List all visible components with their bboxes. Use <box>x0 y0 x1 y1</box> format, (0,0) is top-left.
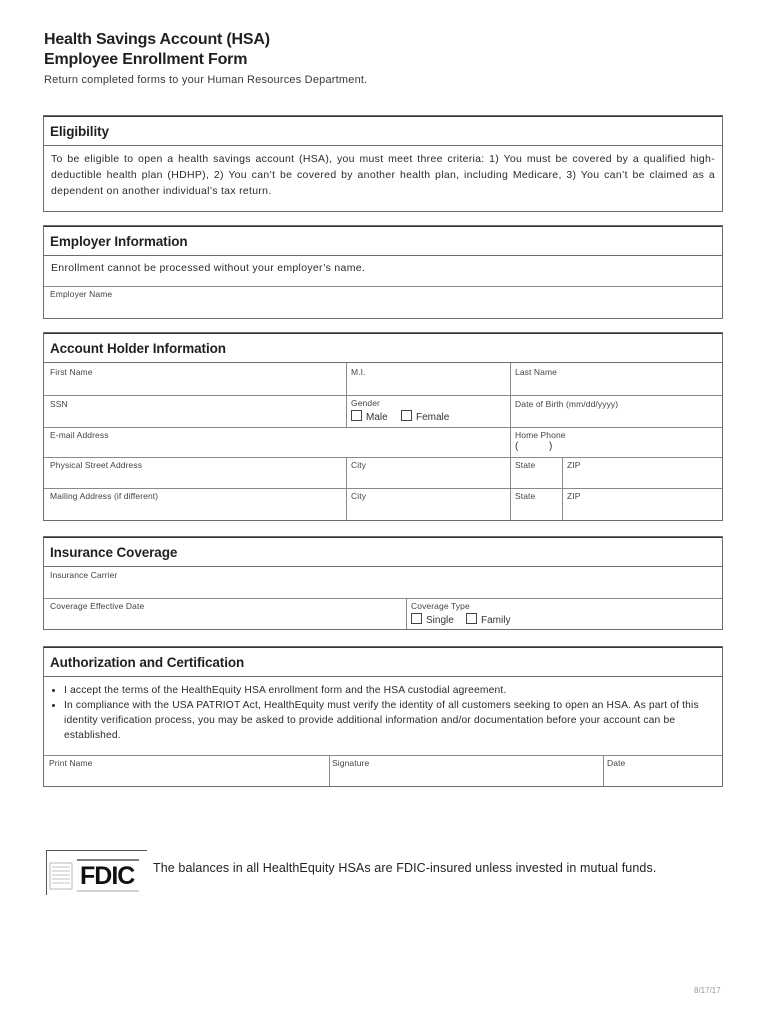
male-label: Male <box>366 412 388 423</box>
employer-section <box>43 225 723 319</box>
physical-address-field[interactable] <box>44 458 346 488</box>
date-field[interactable] <box>604 756 722 786</box>
state-field[interactable] <box>511 458 562 488</box>
city-label: City <box>351 460 367 470</box>
mailing-address-field[interactable] <box>44 489 346 520</box>
insurance-section <box>43 536 723 630</box>
single-label: Single <box>426 615 454 626</box>
mailing-zip-label: ZIP <box>567 491 581 501</box>
fdic-statement: The balances in all HealthEquity HSAs are FDIC-insured unless invested in mutual funds. <box>153 861 657 875</box>
coverage-family-option[interactable] <box>466 613 510 626</box>
first-name-label: First Name <box>50 367 93 377</box>
coverage-type-field <box>407 599 722 629</box>
eligibility-section <box>43 115 723 212</box>
form-title <box>44 30 270 70</box>
family-checkbox[interactable] <box>466 613 477 624</box>
authorization-section <box>43 646 723 787</box>
home-phone-label: Home Phone <box>515 430 566 440</box>
zip-label: ZIP <box>567 460 581 470</box>
phone-paren-open: ( <box>515 441 519 452</box>
physical-address-label: Physical Street Address <box>50 460 143 470</box>
mailing-zip-field[interactable] <box>563 489 722 520</box>
middle-initial-field[interactable] <box>347 364 510 395</box>
coverage-effective-date-field[interactable] <box>44 599 406 629</box>
employer-name-label: Employer Name <box>50 289 113 299</box>
authorization-heading: Authorization and Certification <box>44 647 722 677</box>
employer-note: Enrollment cannot be processed without your employer’s name. <box>51 262 366 274</box>
authorization-list <box>44 677 722 743</box>
signature-label: Signature <box>332 758 370 768</box>
date-label: Date <box>607 758 626 768</box>
mailing-state-label: State <box>515 491 536 501</box>
account-holder-section <box>43 332 723 521</box>
state-label: State <box>515 460 536 470</box>
form-subtitle: Return completed forms to your Human Resources Department. <box>44 74 368 86</box>
employer-name-field[interactable] <box>44 287 722 318</box>
authorization-bullet-2: • In compliance with the USA PATRIOT Act, HealthEquity must verify the identity of all customers seeking to open an HSA. As part of this identity verification process, you may be asked to provide additional information and/or documentation before your account can be established. <box>64 698 708 743</box>
coverage-type-label: Coverage Type <box>411 601 470 611</box>
mailing-city-label: City <box>351 491 367 501</box>
insurance-carrier-label: Insurance Carrier <box>50 570 118 580</box>
email-field[interactable] <box>44 428 510 457</box>
last-name-field[interactable] <box>511 364 722 395</box>
middle-initial-label: M.I. <box>351 367 366 377</box>
account-holder-heading: Account Holder Information <box>44 333 722 363</box>
insurance-carrier-field[interactable] <box>44 568 722 598</box>
dob-label: Date of Birth (mm/dd/yyyy) <box>515 399 619 409</box>
eligibility-text: To be eligible to open a health savings account (HSA), you must meet three criteria: 1) You must be covered by a qualified high- deductible health plan (HDHP), 2) You can’t be covered by another health plan, including Medicare, 3) You can’t be claimed as a dependent on another individual’s tax return. <box>51 153 715 197</box>
eligibility-heading: Eligibility <box>44 116 722 146</box>
family-label: Family <box>481 615 511 626</box>
city-field[interactable] <box>347 458 510 488</box>
email-label: E-mail Address <box>50 430 109 440</box>
dob-field[interactable] <box>511 396 722 427</box>
zip-field[interactable] <box>563 458 722 488</box>
male-checkbox[interactable] <box>351 410 362 421</box>
female-checkbox[interactable] <box>401 410 412 421</box>
mailing-city-field[interactable] <box>347 489 510 520</box>
fdic-logo <box>46 850 147 895</box>
single-checkbox[interactable] <box>411 613 422 624</box>
gender-female-option[interactable] <box>401 410 449 423</box>
mailing-state-field[interactable] <box>511 489 562 520</box>
female-label: Female <box>416 412 450 423</box>
home-phone-field[interactable] <box>511 428 722 457</box>
print-name-field[interactable] <box>44 756 329 786</box>
gender-field <box>347 396 510 427</box>
gender-male-option[interactable] <box>351 410 388 423</box>
phone-paren-close: ) <box>549 441 553 452</box>
signature-field[interactable] <box>330 756 603 786</box>
ssn-label: SSN <box>50 399 68 409</box>
ssn-field[interactable] <box>44 396 346 427</box>
coverage-effective-date-label: Coverage Effective Date <box>50 601 145 611</box>
form-title-line1: Health Savings Account (HSA) <box>44 31 270 48</box>
gender-label: Gender <box>351 398 380 408</box>
coverage-single-option[interactable] <box>411 613 454 626</box>
insurance-heading: Insurance Coverage <box>44 537 722 567</box>
employer-heading: Employer Information <box>44 226 722 256</box>
last-name-label: Last Name <box>515 367 558 377</box>
first-name-field[interactable] <box>44 364 346 395</box>
fdic-logo-text: FDIC <box>80 862 135 890</box>
form-version-date: 8/17/17 <box>694 986 721 995</box>
form-title-line2: Employee Enrollment Form <box>44 51 248 68</box>
print-name-label: Print Name <box>49 758 93 768</box>
mailing-address-label: Mailing Address (if different) <box>50 491 159 501</box>
authorization-bullet-1: • I accept the terms of the HealthEquity HSA enrollment form and the HSA custodial agreement. <box>64 683 708 698</box>
